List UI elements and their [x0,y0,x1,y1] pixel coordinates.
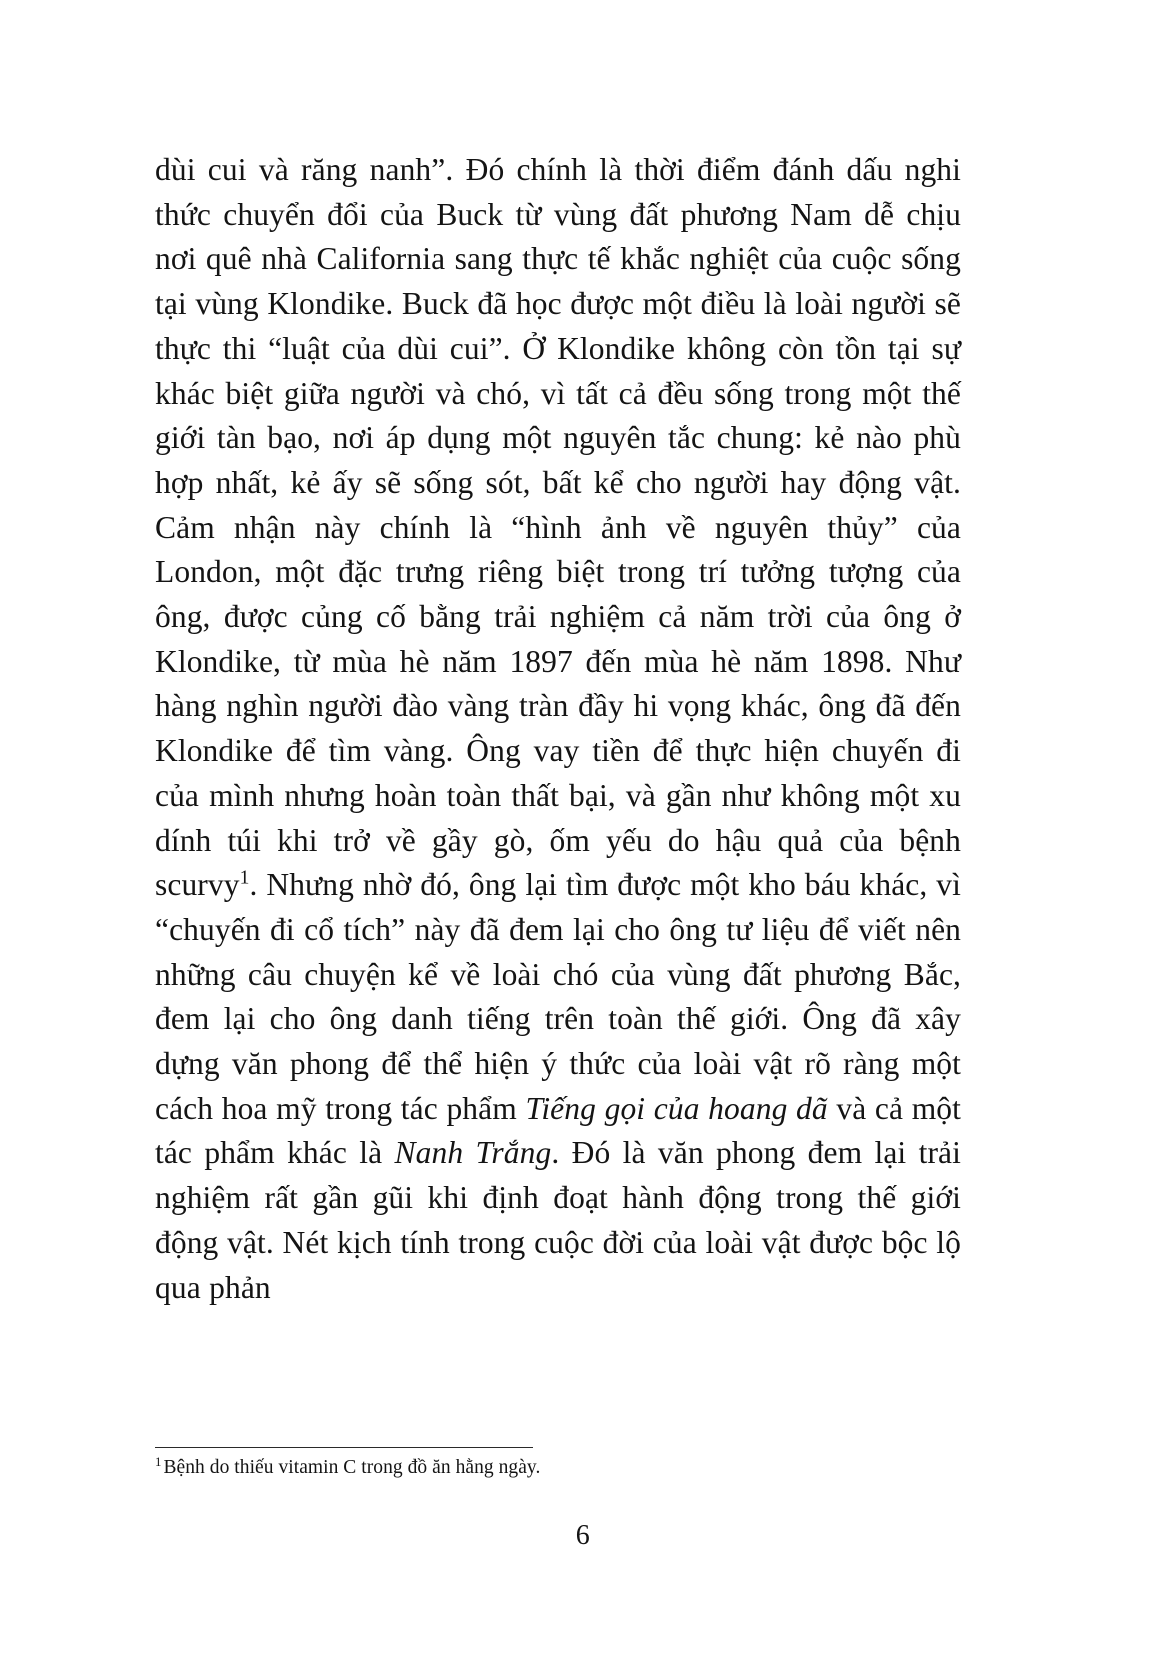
paragraph-segment-1: dùi cui và răng nanh”. Đó chính là thời điểm đánh dấu nghi thức chuyển đổi của Buck từ vùng đất phương Nam dễ chịu nơi quê nhà California sang thực tế khắc nghiệt của cuộc sống tại vùng Klondike. Buck đã học được một điều là loài người sẽ thực thi “luật của dùi cui”. Ở Klondike không còn tồn tại sự khác biệt giữa người và chó, vì tất cả đều sống trong một thế giới tàn bạo, nơi áp dụng một nguyên tắc chung: kẻ nào phù hợp nhất, kẻ ấy sẽ sống sót, bất kể cho người hay động vật. Cảm nhận này chính là “hình ảnh về nguyên thủy” của London, một đặc trưng riêng biệt trong trí tưởng tượng của ông, được củng cố bằng trải nghiệm cả năm trời của ông ở Klondike, từ mùa hè năm 1897 đến mùa hè năm 1898. Như hàng nghìn người đào vàng tràn đầy hi vọng khác, ông đã đến Klondike để tìm vàng. Ông vay tiền để thực hiện chuyến đi của mình nhưng hoàn toàn thất bại, và gần như không một xu dính túi khi trở về gầy gò, ốm yếu do hậu quả của bệnh scurvy [155,152,961,903]
paragraph-segment-3: và cả một tác phẩm khác là [155,1090,962,1171]
footnote-block [155,1447,961,1481]
body-paragraph [155,148,961,1310]
footnote-separator-rule [155,1447,533,1448]
paragraph-segment-4: . Đó là văn phong đem lại trải nghiệm rất gần gũi khi định đoạt hành động trong thế giới động vật. Nét kịch tính trong cuộc đời của loài vật được bộc lộ qua phản [155,1135,961,1305]
book-title-nanh-trang: Nanh Trắng [394,1135,552,1171]
paragraph-segment-2: . Nhưng nhờ đó, ông lại tìm được một kho báu khác, vì “chuyến đi cổ tích” này đã đem lại cho ông tư liệu để viết nên những câu chuyện kể về loài chó của vùng đất phương Bắc, đem lại cho ông danh tiếng trên toàn thế giới. Ông đã xây dựng văn phong để thể hiện ý thức của loài vật rõ ràng một cách hoa mỹ trong tác phẩm [155,867,961,1126]
page-number: 6 [575,1520,591,1551]
footnote-body-text: Bệnh do thiếu vitamin C trong đồ ăn hằng ngày. [163,1457,541,1478]
footnote-number: 1 [155,1454,162,1469]
footnote-entry [155,1455,961,1481]
main-text-column [155,148,961,1310]
footnote-reference-marker[interactable]: 1 [239,867,250,889]
book-title-tieng-goi-cua-hoang-da: Tiếng gọi của hoang dã [525,1090,828,1126]
